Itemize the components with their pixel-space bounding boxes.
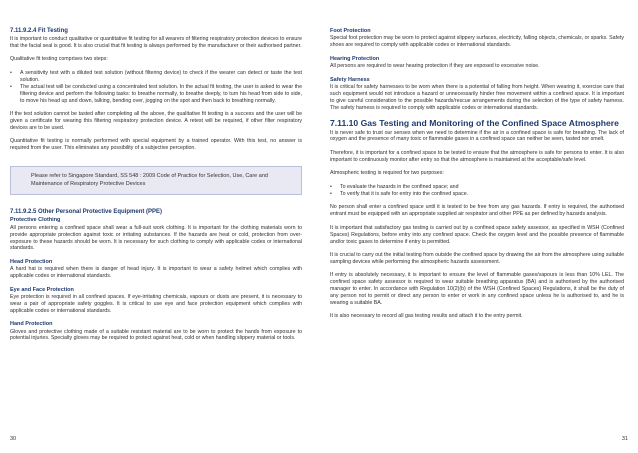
gas-testing-section-heading: 7.11.10 Gas Testing and Monitoring of the Confined Space Atmosphere bbox=[330, 118, 619, 129]
gas-testing-paragraph-2: Therefore, it is important for a confined space to be tested to ensure that the atmosphere is safe for persons to enter. It is also important to continuously monitor after entry so that the atmosphere is maintained at the acceptable/safe level. bbox=[330, 149, 624, 163]
fit-testing-bullet: • The actual test will be conducted using a concentrated test solution. In the actual fit testing, the user is asked to wear the filtering device and perform the following tasks: to breathe normally, to breathe deeply, to turn his head from side to side, to move his head up and down, talking, bending over, jogging on the spot and then back to breathing normally. bbox=[10, 84, 302, 105]
gas-testing-paragraph-4: No person shall enter a confined space until it is tested to be free from any gas hazards. If entry is required, the authorised entrant must be equipped with an appropriate supplied air respirator and other PPE as per defined by hazards analysis. bbox=[330, 204, 624, 218]
page-number-left: 30 bbox=[10, 436, 17, 442]
gas-testing-paragraph-5: It is important that satisfactory gas testing is carried out by a confined space safety assessor, as specified in WSH (Confined Spaces) Regulations, before entry into any confined space. Check the oxygen level and the possible presence of flammable and/or toxic gases to determine if entry is permitted. bbox=[330, 224, 624, 245]
left-page-column bbox=[10, 28, 302, 349]
gas-testing-bullet: • To verify that it is safe for entry into the confined space. bbox=[330, 191, 624, 198]
fit-testing-heading: 7.11.9.2.4 Fit Testing bbox=[10, 28, 68, 34]
gas-testing-bullet: • To evaluate the hazards in the confined space; and bbox=[330, 184, 624, 191]
gas-testing-bullet-list bbox=[330, 184, 624, 198]
eye-face-protection-paragraph: Eye protection is required in all confined spaces. If eye-irritating chemicals, vapours or dusts are present, it is necessary to wear a pair of appropriate safety goggles. It is critical to use eye and face protection equipment which complies with applicable codes or international standards. bbox=[10, 293, 302, 314]
protective-clothing-heading: Protective Clothing bbox=[10, 217, 61, 224]
safety-harness-heading: Safety Harness bbox=[330, 76, 370, 83]
ppe-heading: 7.11.9.2.5 Other Personal Protective Equipment (PPE) bbox=[10, 209, 163, 216]
fit-testing-paragraph-4: Quantitative fit testing is normally performed with special equipment by a trained operator. With this test, no answer is required from the user. This eliminates any possibility of a subjective perception. bbox=[10, 138, 302, 152]
safety-harness-paragraph: It is critical for safety harnesses to be worn when there is a potential of falling from height. When wearing it, exercise care that such equipment would not introduce a hazard or unnecessarily hinder free movement within a confined space. It is important to give careful consideration to the possible hazards/rescue arrangements during the selection of the type of safety harness. The safety harness is required to comply with applicable codes or international standards. bbox=[330, 83, 624, 111]
gas-testing-paragraph-1: It is never safe to trust our senses when we need to determine if the air in a confined space is safe for breathing. The lack of oxygen and the presence of many toxic or flammable gases in a confined space can neither be seen, tasted nor smelt. bbox=[330, 129, 624, 143]
fit-testing-paragraph-3: If the test solution cannot be tasted after completing all the above, the qualitative fit testing is a success and the user will be given a certificate for wearing this filtering respiratory protection device. A retest will be required, if other filter respiratory devices are to be used. bbox=[10, 111, 302, 131]
page-number-right: 31 bbox=[621, 436, 628, 442]
hand-protection-paragraph: Gloves and protective clothing made of a suitable resistant material are to be worn to protect the hands from exposure to potential injuries. Specialty gloves may be required to protect against heat, cold or when handling slippery material or tools. bbox=[10, 328, 302, 342]
gas-testing-paragraph-6: It is crucial to carry out the initial testing from outside the confined space by drawing the air from the atmosphere using suitable sampling devices while performing the atmospheric hazards assessment. bbox=[330, 251, 624, 265]
head-protection-paragraph: A hard hat is required when there is danger of head injury. It is important to wear a safety helmet which complies with applicable codes or international standards. bbox=[10, 266, 302, 280]
hearing-protection-paragraph: All persons are required to wear hearing protection if they are exposed to excessive noise. bbox=[330, 63, 540, 70]
protective-clothing-paragraph: All persons entering a confined space shall wear a full-suit work clothing. It is important for the clothing materials worn to provide appropriate protection against toxic or irritating substances. If the hazards are heat or cold, protection from over-exposure to these hazards should be worn. It is necessary for such clothing to comply with applicable codes or international standards. bbox=[10, 224, 302, 252]
eye-face-protection-heading: Eye and Face Protection bbox=[10, 286, 74, 293]
hand-protection-heading: Hand Protection bbox=[10, 321, 53, 328]
gas-testing-paragraph-3: Atmospheric testing is required for two purposes: bbox=[330, 170, 444, 177]
fit-testing-paragraph-1: It is important to conduct qualitative or quantitative fit testing for all wearers of filtering respiratory protection devices to ensure that the facial seal is good. It is also crucial that fit testing is always performed by the manufacturer or their authorised partner. bbox=[10, 35, 302, 49]
gas-testing-paragraph-8: It is also necessary to record all gas testing results and attach it to the entry permit. bbox=[330, 313, 523, 320]
fit-testing-bullet-list bbox=[10, 70, 302, 105]
standard-reference-note: Please refer to Singapore Standard, SS 548 : 2009 Code of Practice for Selection, Use, Care and Maintenance of Respiratory Protective Devices bbox=[10, 166, 302, 195]
foot-protection-paragraph: Special foot protection may be worn to protect against slippery surfaces, electricity, falling objects, chemicals, or sparks. Safety shoes are required to comply with applicable codes or international standards. bbox=[330, 35, 624, 49]
head-protection-heading: Head Protection bbox=[10, 258, 53, 265]
hearing-protection-heading: Hearing Protection bbox=[330, 55, 380, 62]
fit-testing-paragraph-2: Qualitative fit testing comprises two steps: bbox=[10, 56, 108, 63]
right-page-column bbox=[330, 28, 624, 327]
foot-protection-heading: Foot Protection bbox=[330, 28, 371, 34]
gas-testing-paragraph-7: If entry is absolutely necessary, it is important to ensure the level of flammable gases/vapours is less than 10% LEL. The confined space safety assessor is required to wear suitable breathing apparatus (BA) and is authorised by the authorised manager to enter. In accordance with Regulation 10(2)(b) of the WSH (Confined Spaces) Regulations, it shall be the duty of any person not to permit or direct any person to enter or work in any confined space unless he is authorised to, and he is wearing a suitable BA. bbox=[330, 272, 624, 306]
fit-testing-bullet: • A sensitivity test with a diluted test solution (without filtering device) to check if the wearer can detect or taste the test solution. bbox=[10, 70, 302, 84]
